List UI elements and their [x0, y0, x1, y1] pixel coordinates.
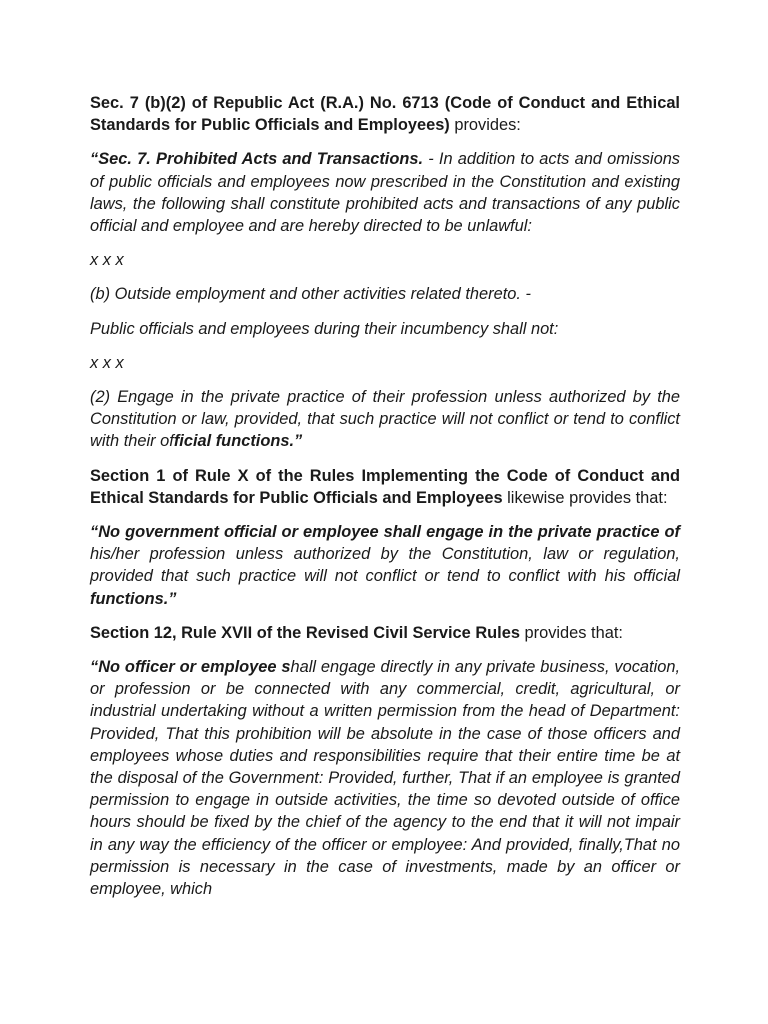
- private-practice-bold: ficial functions.”: [173, 432, 303, 451]
- paragraph-outside-employment: (b) Outside employment and other activities related thereto. -: [90, 285, 531, 304]
- paragraph-incumbency: Public officials and employees during their incumbency shall not:: [90, 319, 559, 338]
- document-page: [90, 92, 680, 912]
- rule-xvii-heading: Section 12, Rule XVII of the Revised Civil Service Rules: [90, 623, 520, 642]
- rule-xvii-bold-start: No officer or employee s: [98, 658, 291, 677]
- open-quote: “: [90, 658, 99, 677]
- paragraph-rule-xvii-intro: [90, 622, 680, 644]
- ellipsis-marker: x x x: [90, 353, 124, 372]
- rule-x-heading-tail: likewise provides that:: [502, 488, 668, 507]
- ra6713-heading: Sec. 7 (b)(2) of Republic Act (R.A.) No. 6713 (Code of Conduct and Ethical Standards for Public Officials and Employees): [90, 94, 680, 135]
- rule-x-bold-end: functions.”: [90, 589, 177, 608]
- ra6713-heading-tail: provides:: [449, 116, 521, 135]
- ellipsis-marker: x x x: [90, 251, 124, 270]
- paragraph-ra6713-intro: [90, 92, 680, 136]
- rule-xvii-text: hall engage directly in any private business, vocation, or profession or be connected with any commercial, credit, agricultural, or industrial undertaking without a written permission from the head of Department: Provided, That this prohibition will be absolute in the case of those officers and employees whose duties and responsibilities require that their entire time be at the disposal of the Government: Provided, further, That if an employee is granted permission to engage in outside activities, the time so devoted outside of office hours should be fixed by the chief of the agency to the end that it will not impair in any way the efficiency of the officer or employee: And provided, finally,That no permission is necessary in the case of investments, made by an officer or employee, which: [90, 658, 681, 899]
- paragraph-rule-x-intro: [90, 465, 680, 509]
- private-practice-text: (2) Engage in the private practice of their profession unless authorized by the Constitution or law, provided, that such practice will not conflict or tend to conflict with their of: [90, 388, 680, 451]
- open-quote: “: [90, 150, 99, 169]
- open-quote: “: [90, 523, 99, 542]
- paragraph-rule-x-quote: [90, 521, 680, 610]
- sec7-text: - In addition to acts and omissions of public officials and employees now prescribed in the Constitution and existing laws, the following shall constitute prohibited acts and transactions of any public official and employee and are hereby directed to be unlawful:: [90, 150, 681, 236]
- rule-xvii-heading-tail: provides that:: [519, 623, 623, 642]
- rule-x-heading: Section 1 of Rule X of the Rules Implementing the Code of Conduct and Ethical Standards for Public Officials and Employees: [90, 466, 680, 507]
- sec7-title: Sec. 7. Prohibited Acts and Transactions.: [98, 150, 424, 169]
- paragraph-rule-xvii-quote: [90, 656, 680, 900]
- paragraph-private-practice: [90, 386, 680, 453]
- rule-x-bold-start: No government official or employee shall engage in the private practice of: [98, 523, 680, 542]
- rule-x-text: his/her profession unless authorized by the Constitution, law or regulation, provided that such practice will not conflict or tend to conflict with his official: [90, 545, 680, 586]
- paragraph-sec7-quote: [90, 148, 680, 237]
